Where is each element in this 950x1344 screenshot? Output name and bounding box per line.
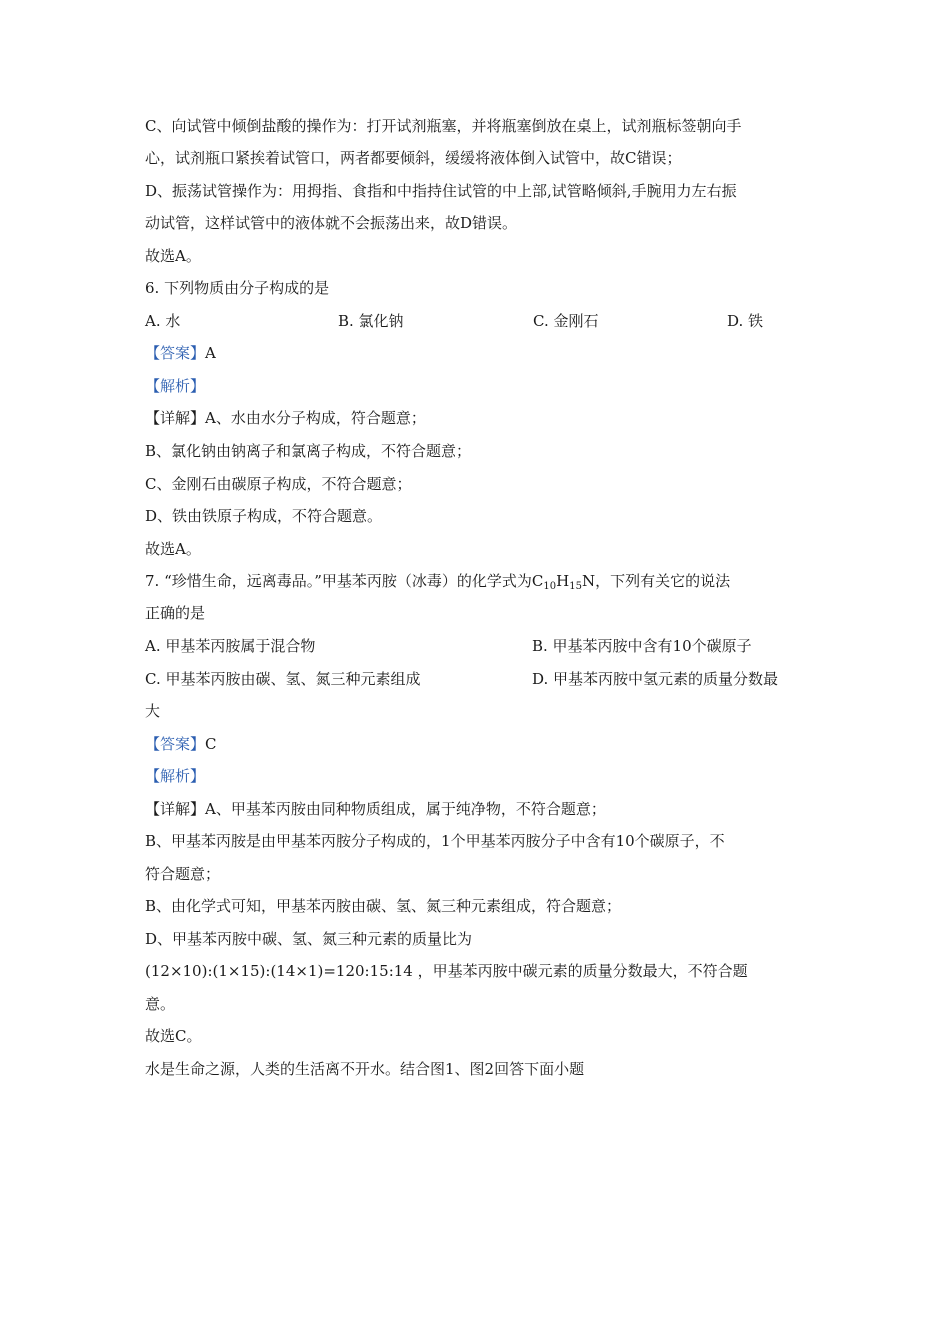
q7-detail-line: 【详解】A、甲基苯丙胺由同种物质组成，属于纯净物，不符合题意； bbox=[145, 800, 606, 818]
q6-detail-line: C、金刚石由碳原子构成，不符合题意； bbox=[145, 475, 412, 493]
q7-stem-post: ，下列有关它的说法 bbox=[595, 572, 731, 590]
q5-option-d-explanation-line2: 动试管，这样试管中的液体就不会振荡出来，故D错误。 bbox=[145, 214, 518, 232]
q7-stem-line2: 正确的是 bbox=[145, 604, 206, 622]
q6-option-c: C. 金刚石 bbox=[533, 312, 599, 330]
q7-conclusion: 故选C。 bbox=[145, 1027, 202, 1045]
q6-option-b: B. 氯化钠 bbox=[338, 312, 404, 330]
q7-option-d-wrap: 大 bbox=[145, 702, 161, 720]
q7-stem-line1 bbox=[145, 571, 730, 591]
q6-detail-line: B、氯化钠由钠离子和氯离子构成，不符合题意； bbox=[145, 442, 472, 460]
q7-analysis-tag: 【解析】 bbox=[145, 767, 206, 785]
q7-detail-line: (12×10):(1×15):(14×1)=120:15:14 ，甲基苯丙胺中碳元素的质量分数最大，不符合题 bbox=[145, 962, 748, 980]
q5-option-c-explanation-line1: C、向试管中倾倒盐酸的操作为：打开试剂瓶塞，并将瓶塞倒放在桌上，试剂瓶标签朝向手 bbox=[145, 117, 742, 135]
q6-answer-tag: 【答案】 bbox=[145, 344, 206, 362]
q7-detail-line: 意。 bbox=[145, 995, 176, 1013]
q7-formula: $C_{10}H_{15}N$ bbox=[531, 572, 596, 592]
q7-detail-line: 符合题意； bbox=[145, 865, 221, 883]
q7-detail-line: B、甲基苯丙胺是由甲基苯丙胺分子构成的，1个甲基苯丙胺分子中含有10个碳原子，不 bbox=[145, 832, 725, 850]
q7-option-a: A. 甲基苯丙胺属于混合物 bbox=[145, 637, 316, 655]
q7-detail-line: B、由化学式可知，甲基苯丙胺由碳、氢、氮三种元素组成，符合题意； bbox=[145, 897, 622, 915]
q6-detail-line: D、铁由铁原子构成，不符合题意。 bbox=[145, 507, 383, 525]
q7-answer-line bbox=[145, 734, 217, 754]
q6-stem: 6. 下列物质由分子构成的是 bbox=[145, 279, 330, 297]
q7-answer-tag: 【答案】 bbox=[145, 735, 206, 753]
q7-stem-pre: 7. “珍惜生命，远离毒品。”甲基苯丙胺（冰毒）的化学式为 bbox=[145, 572, 532, 590]
q7-option-b: B. 甲基苯丙胺中含有10个碳原子 bbox=[532, 637, 752, 655]
q5-option-d-explanation-line1: D、振荡试管操作为：用拇指、食指和中指持住试管的中上部,试管略倾斜,手腕用力左右振 bbox=[145, 182, 737, 200]
q7-detail-line: D、甲基苯丙胺中碳、氢、氮三种元素的质量比为 bbox=[145, 930, 473, 948]
q6-answer-value: A bbox=[205, 344, 216, 362]
next-section-intro: 水是生命之源，人类的生活离不开水。结合图1、图2回答下面小题 bbox=[145, 1060, 585, 1078]
q6-detail-line: 【详解】A、水由水分子构成，符合题意； bbox=[145, 409, 426, 427]
q7-option-d: D. 甲基苯丙胺中氢元素的质量分数最 bbox=[532, 670, 779, 688]
q6-conclusion: 故选A。 bbox=[145, 540, 201, 558]
q6-analysis-tag: 【解析】 bbox=[145, 377, 206, 395]
q6-option-a: A. 水 bbox=[145, 312, 181, 330]
q6-answer-line bbox=[145, 343, 216, 363]
q5-conclusion: 故选A。 bbox=[145, 247, 201, 265]
q5-option-c-explanation-line2: 心，试剂瓶口紧挨着试管口，两者都要倾斜，缓缓将液体倒入试管中，故C错误； bbox=[145, 149, 682, 167]
q6-option-d: D. 铁 bbox=[727, 312, 764, 330]
q7-option-c: C. 甲基苯丙胺由碳、氢、氮三种元素组成 bbox=[145, 670, 421, 688]
q7-answer-value: C bbox=[205, 735, 217, 753]
